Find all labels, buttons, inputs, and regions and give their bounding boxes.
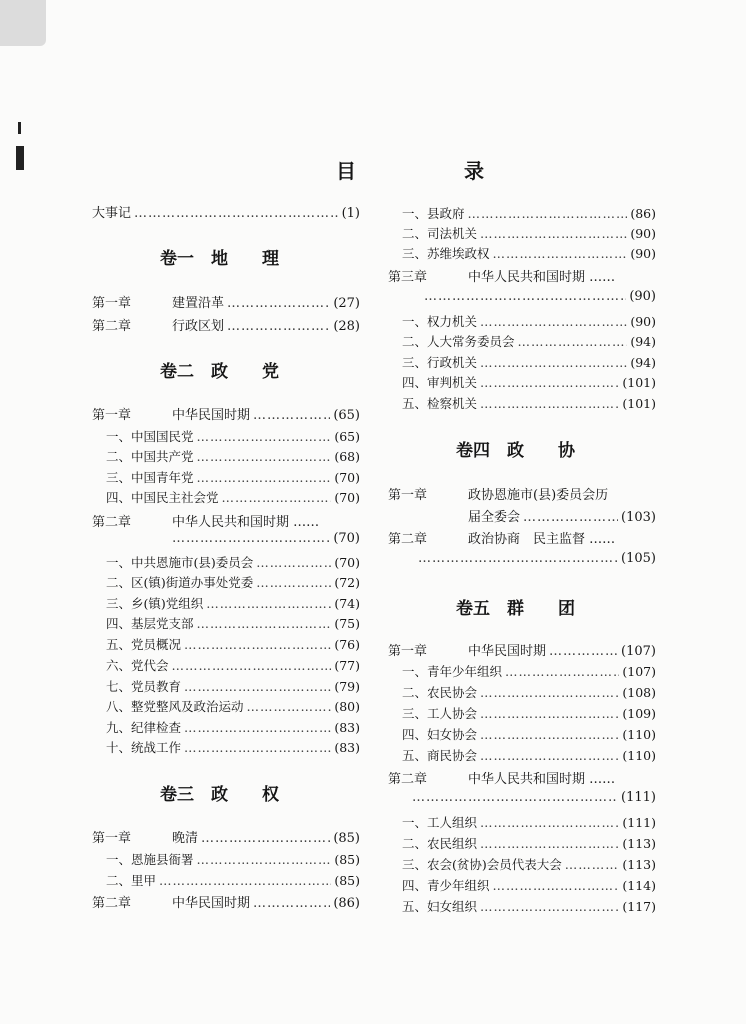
volume-title: 卷四 政 协 bbox=[456, 441, 575, 461]
toc-section[interactable]: 四、基层党支部 …………………………………………………………………………………………………………………………………… (75) bbox=[106, 614, 360, 632]
toc-chapter[interactable]: 第三章 中华人民共和国时期 …… bbox=[388, 270, 616, 285]
toc-chapter[interactable]: 第一章 晚清 …………………………………………………………………………………………………………………………………… (85) bbox=[92, 827, 360, 845]
toc-section[interactable]: 一、恩施县衙署 …………………………………………………………………………………………………………………………………… (85) bbox=[106, 850, 360, 868]
page-title: 目 录 bbox=[336, 159, 528, 183]
toc-section[interactable]: 四、青少年组织 …………………………………………………………………………………………………………………………………… (114) bbox=[402, 876, 656, 894]
toc-chapter[interactable]: 第一章 建置沿革 …………………………………………………………………………………………………………………………………… (27) bbox=[92, 292, 360, 310]
toc-section[interactable]: 一、县政府 …………………………………………………………………………………………………………………………………… (86) bbox=[402, 204, 656, 222]
toc-section[interactable]: 八、整党整风及政治运动 …………………………………………………………………………………………………………………………………… (80) bbox=[106, 697, 360, 715]
toc-chapter[interactable]: 第一章 中华民国时期 …………………………………………………………………………………………………………………………………… (107) bbox=[388, 640, 656, 658]
volume-title: 卷二 政 党 bbox=[160, 362, 279, 382]
toc-section[interactable]: 七、党员教育 …………………………………………………………………………………………………………………………………… (79) bbox=[106, 677, 360, 695]
toc-section[interactable]: 四、审判机关 …………………………………………………………………………………………………………………………………… (101) bbox=[402, 373, 656, 391]
toc-chapter[interactable]: 第二章 中华民国时期 …………………………………………………………………………………………………………………………………… (86) bbox=[92, 892, 360, 910]
toc-section[interactable]: 五、商民协会 …………………………………………………………………………………………………………………………………… (110) bbox=[402, 746, 656, 764]
toc-chapter-continuation: …………………………………………………………………………………………………………………………………… (111) bbox=[412, 790, 656, 808]
toc-section[interactable]: 三、中国青年党 …………………………………………………………………………………………………………………………………… (70) bbox=[106, 468, 360, 486]
toc-section[interactable]: 六、党代会 …………………………………………………………………………………………………………………………………… (77) bbox=[106, 656, 360, 674]
toc-chapter[interactable]: 第二章 政治协商 民主监督 …… bbox=[388, 532, 616, 547]
toc-section[interactable]: 五、检察机关 …………………………………………………………………………………………………………………………………… (101) bbox=[402, 394, 656, 412]
toc-section[interactable]: 三、苏维埃政权 …………………………………………………………………………………………………………………………………… (90) bbox=[402, 244, 656, 262]
toc-section[interactable]: 十、统战工作 …………………………………………………………………………………………………………………………………… (83) bbox=[106, 738, 360, 756]
toc-chapter[interactable]: 第二章 中华人民共和国时期 …… bbox=[388, 772, 616, 787]
toc-section[interactable]: 四、中国民主社会党 …………………………………………………………………………………………………………………………………… (70) bbox=[106, 488, 360, 506]
toc-section[interactable]: 二、里甲 …………………………………………………………………………………………………………………………………… (85) bbox=[106, 871, 360, 889]
toc-section[interactable]: 三、行政机关 …………………………………………………………………………………………………………………………………… (94) bbox=[402, 353, 656, 371]
toc-chapter[interactable]: 第二章 行政区划 …………………………………………………………………………………………………………………………………… (28) bbox=[92, 315, 360, 333]
toc-section[interactable]: 一、中共恩施市(县)委员会 …………………………………………………………………………………………………………………………………… (70) bbox=[106, 553, 360, 571]
toc-chapter[interactable]: 第二章 中华人民共和国时期 …… bbox=[92, 515, 320, 530]
toc-section[interactable]: 三、乡(镇)党组织 …………………………………………………………………………………………………………………………………… (74) bbox=[106, 594, 360, 612]
toc-entry-dashi[interactable]: 大事记 …………………………………………………………………………………………………………………………………… (1) bbox=[92, 202, 360, 220]
toc-section[interactable]: 一、中国国民党 …………………………………………………………………………………………………………………………………… (65) bbox=[106, 427, 360, 445]
toc-section[interactable]: 二、农民组织 …………………………………………………………………………………………………………………………………… (113) bbox=[402, 834, 656, 852]
volume-title: 卷三 政 权 bbox=[160, 785, 279, 805]
toc-section[interactable]: 五、妇女组织 …………………………………………………………………………………………………………………………………… (117) bbox=[402, 897, 656, 915]
binding-tick bbox=[18, 122, 21, 134]
watermark-stamp bbox=[0, 0, 46, 46]
toc-section[interactable]: 三、农会(贫协)会员代表大会 …………………………………………………………………………………………………………………………………… (113) bbox=[402, 855, 656, 873]
toc-chapter[interactable]: 第一章 政协恩施市(县)委员会历 bbox=[388, 488, 609, 503]
toc-section[interactable]: 二、司法机关 …………………………………………………………………………………………………………………………………… (90) bbox=[402, 224, 656, 242]
toc-section[interactable]: 三、工人协会 …………………………………………………………………………………………………………………………………… (109) bbox=[402, 704, 656, 722]
toc-chapter-continuation: …………………………………………………………………………………………………………………………………… (70) bbox=[172, 531, 360, 549]
toc-section[interactable]: 五、党员概况 …………………………………………………………………………………………………………………………………… (76) bbox=[106, 635, 360, 653]
toc-section[interactable]: 二、人大常务委员会 …………………………………………………………………………………………………………………………………… (94) bbox=[402, 332, 656, 350]
volume-title: 卷一 地 理 bbox=[160, 249, 279, 269]
toc-section[interactable]: 二、中国共产党 …………………………………………………………………………………………………………………………………… (68) bbox=[106, 447, 360, 465]
toc-section[interactable]: 一、青年少年组织 …………………………………………………………………………………………………………………………………… (107) bbox=[402, 662, 656, 680]
toc-chapter-continuation: 届全委会 …………………………………………………………………………………………………………………………………… (103) bbox=[468, 506, 656, 524]
toc-section[interactable]: 一、工人组织 …………………………………………………………………………………………………………………………………… (111) bbox=[402, 813, 656, 831]
toc-chapter-continuation: …………………………………………………………………………………………………………………………………… (105) bbox=[418, 551, 656, 569]
toc-section[interactable]: 九、纪律检查 …………………………………………………………………………………………………………………………………… (83) bbox=[106, 718, 360, 736]
binding-mark bbox=[16, 146, 24, 170]
toc-section[interactable]: 四、妇女协会 …………………………………………………………………………………………………………………………………… (110) bbox=[402, 725, 656, 743]
toc-chapter[interactable]: 第一章 中华民国时期 …………………………………………………………………………………………………………………………………… (65) bbox=[92, 404, 360, 422]
toc-section[interactable]: 二、农民协会 …………………………………………………………………………………………………………………………………… (108) bbox=[402, 683, 656, 701]
volume-title: 卷五 群 团 bbox=[456, 599, 575, 619]
toc-section[interactable]: 二、区(镇)街道办事处党委 …………………………………………………………………………………………………………………………………… (72) bbox=[106, 573, 360, 591]
toc-section[interactable]: 一、权力机关 …………………………………………………………………………………………………………………………………… (90) bbox=[402, 312, 656, 330]
toc-chapter-continuation: …………………………………………………………………………………………………………………………………… (90) bbox=[424, 289, 656, 307]
